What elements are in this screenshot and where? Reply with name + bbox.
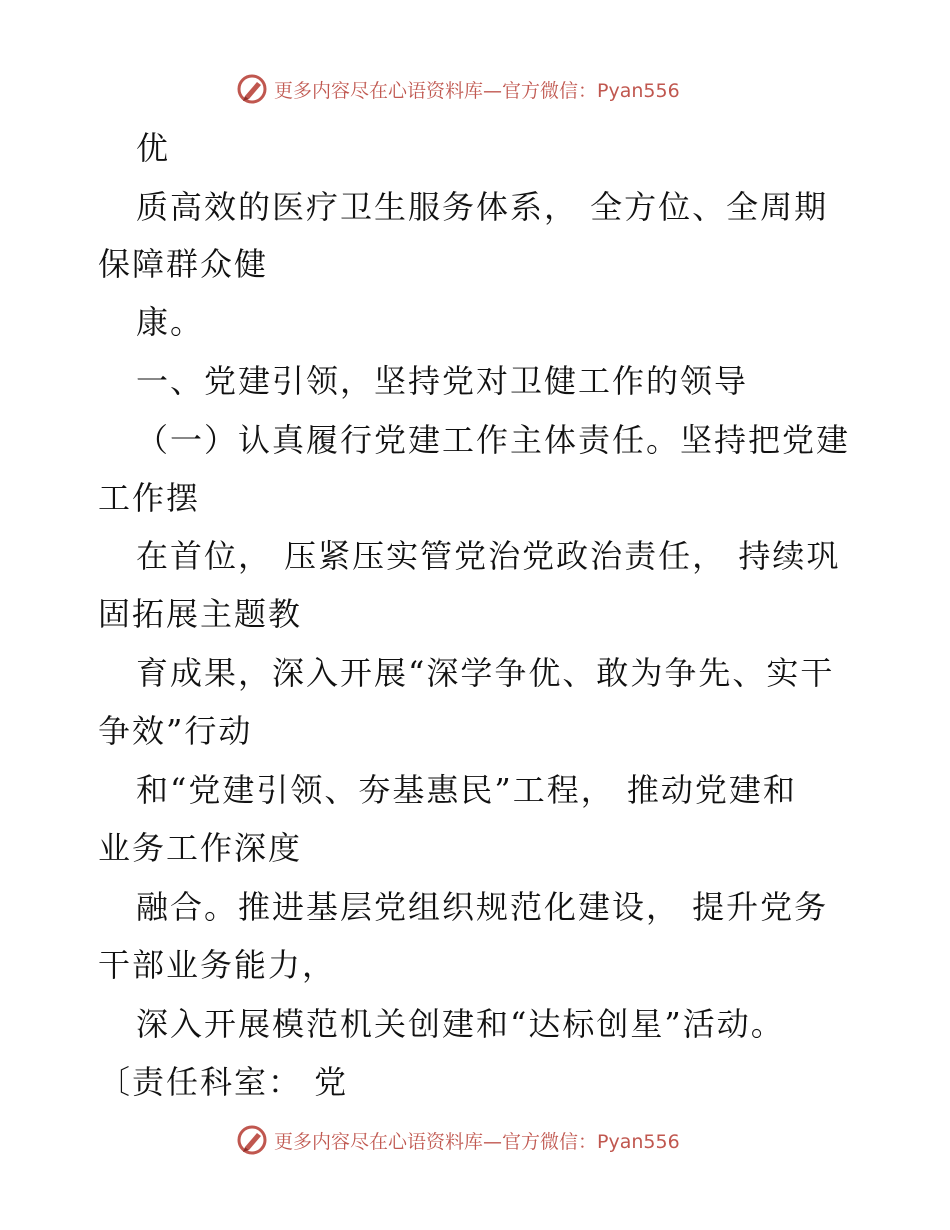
- section-heading: 一、党建引领，坚持党对卫健工作的领导: [136, 362, 749, 400]
- header-watermark: [236, 72, 680, 106]
- body-line: 深入开展模范机关创建和“达标创星”活动。: [136, 1005, 785, 1043]
- body-line: 和“党建引领、夯基惠民”工程， 推动党建和: [136, 771, 797, 809]
- body-line: 〔责任科室： 党: [98, 1063, 349, 1101]
- watermark-text: 更多内容尽在心语资料库—官方微信：Pyan556: [274, 79, 680, 102]
- body-line: 干部业务能力，: [98, 946, 337, 984]
- body-line: 融合。推进基层党组织规范化建设， 提升党务: [136, 888, 829, 926]
- body-line: 优: [136, 129, 171, 167]
- body-line: 育成果，深入开展“深学争优、敢为争先、实干: [136, 654, 835, 692]
- pen-circle-logo-icon: [236, 73, 268, 105]
- body-line: 固拓展主题教: [98, 595, 303, 633]
- watermark-text: 更多内容尽在心语资料库—官方微信：Pyan556: [274, 1130, 680, 1153]
- pen-circle-logo-icon: [236, 1124, 268, 1156]
- body-line: （一）认真履行党建工作主体责任。坚持把党建: [136, 421, 851, 459]
- footer-watermark: [236, 1123, 680, 1157]
- body-line: 在首位， 压紧压实管党治党政治责任， 持续巩: [136, 537, 841, 575]
- body-line: 工作摆: [98, 479, 201, 517]
- body-line: 争效”行动: [98, 712, 253, 750]
- body-line: 业务工作深度: [98, 829, 303, 867]
- body-line: 康。: [136, 303, 205, 341]
- body-line: 质高效的医疗卫生服务体系， 全方位、全周期: [136, 188, 829, 226]
- body-line: 保障群众健: [98, 245, 269, 283]
